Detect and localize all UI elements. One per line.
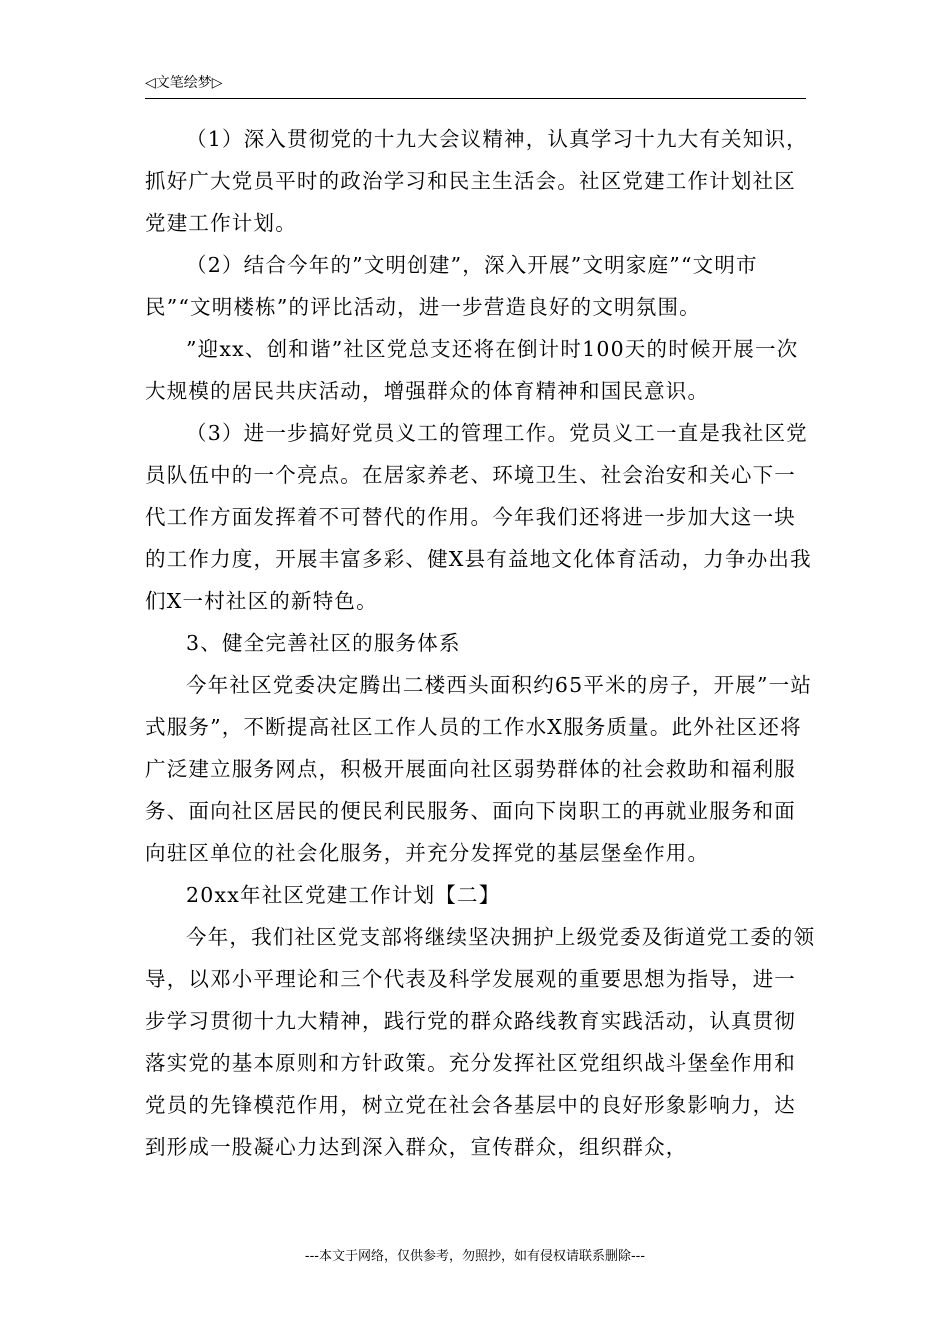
page-footer-disclaimer: ---本文于网络，仅供参考，勿照抄，如有侵权请联系删除---: [304, 1249, 646, 1264]
paragraph-item-1: （1）深入贯彻党的十九大会议精神，认真学习十九大有关知识，抓好广大党员平时的政治学习和民主生活会。社区党建工作计划社区党建工作计划。: [145, 127, 808, 235]
paragraph-item-2: （2）结合今年的”文明创建”，深入开展”文明家庭”“文明市民”“文明楼栋”的评比活动，进一步营造良好的文明氛围。: [145, 253, 758, 319]
paragraph-item-6: 今年，我们社区党支部将继续坚决拥护上级党委及街道党工委的领导，以邓小平理论和三个代表及科学发展观的重要思想为指导，进一步学习贯彻十九大精神，践行党的群众路线教育实践活动，认真贯彻落实党的基本原则和方针政策。充分发挥社区党组织战斗堡垒作用和党员的先锋模范作用，树立党在社会各基层中的良好形象影响力，达到形成一股凝心力达到深入群众，宣传群众，组织群众，: [145, 925, 816, 1159]
paragraph-item-4: （3）进一步搞好党员义工的管理工作。党员义工一直是我社区党员队伍中的一个亮点。在居家养老、环境卫生、社会治安和关心下一代工作方面发挥着不可替代的作用。今年我们还将进一步加大这一块的工作力度，开展丰富多彩、健X县有益地文化体育活动，力争办出我们X一村社区的新特色。: [145, 421, 812, 613]
paragraph-item-3: ”迎xx、创和谐”社区党总支还将在倒计时100天的时候开展一次大规模的居民共庆活动，增强群众的体育精神和国民意识。: [145, 337, 799, 403]
section-heading-service-system: 3、健全完善社区的服务体系: [186, 631, 461, 655]
header-title: ◁文笔绘梦▷: [145, 75, 223, 91]
page-header: [145, 72, 806, 99]
document-body: [145, 118, 817, 1168]
section-heading-plan-two: 20xx年社区党建工作计划【二】: [186, 883, 501, 907]
paragraph-item-5: 今年社区党委决定腾出二楼西头面积约65平米的房子，开展”一站式服务”，不断提高社区工作人员的工作水X服务质量。此外社区还将广泛建立服务网点，积极开展面向社区弱势群体的社会救助和福利服务、面向社区居民的便民利民服务、面向下岗职工的再就业服务和面向驻区单位的社会化服务，并充分发挥党的基层堡垒作用。: [145, 673, 813, 865]
